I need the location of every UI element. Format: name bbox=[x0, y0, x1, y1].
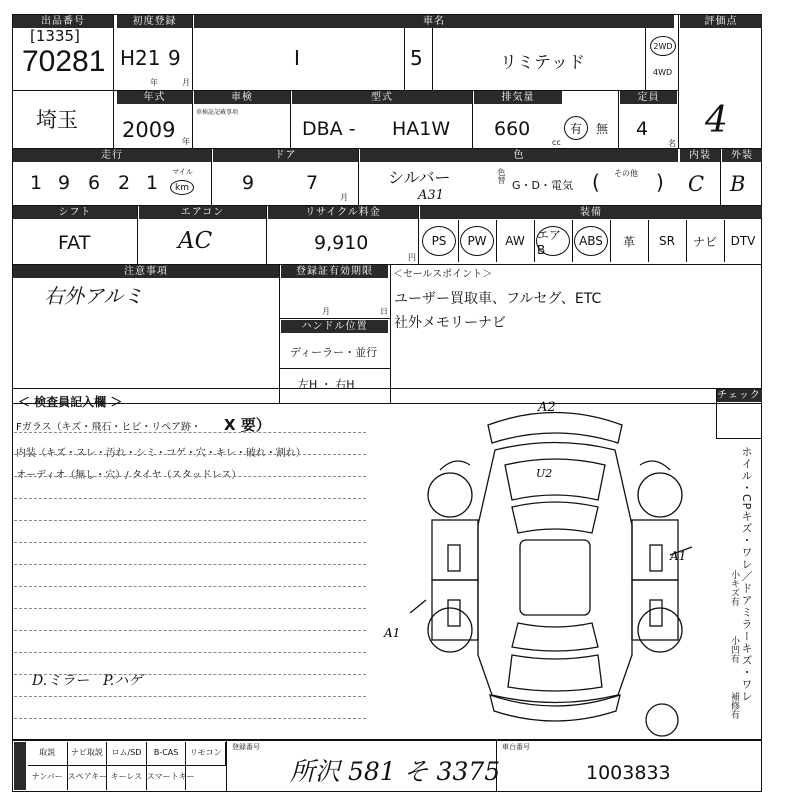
displacement: 660 bbox=[494, 118, 531, 140]
model-year: 2009 bbox=[122, 118, 176, 142]
equipment-2: AW bbox=[505, 234, 525, 248]
ownership-yes: 有 bbox=[564, 116, 588, 140]
first-reg-era: H21 bbox=[120, 46, 161, 70]
diagram-mark-a2: A2 bbox=[538, 400, 556, 415]
interior-header: 内装 bbox=[680, 149, 720, 162]
prefecture: 埼玉 bbox=[36, 108, 78, 132]
shift-header: シフト bbox=[13, 206, 137, 219]
evaluation-score: 4 bbox=[705, 100, 728, 141]
aircon-value: AC bbox=[178, 228, 213, 254]
color-inspection-month-unit: 月 bbox=[340, 193, 348, 202]
equipment-6: SR bbox=[659, 234, 675, 248]
plate-label: 登録番号 bbox=[232, 743, 260, 751]
equipment-5: 革 bbox=[622, 234, 635, 249]
evaluation-header: 評価点 bbox=[680, 15, 762, 28]
door-header: ドア bbox=[213, 149, 358, 162]
displacement-header: 排気量 bbox=[474, 91, 562, 104]
lot-header: 出品番号 bbox=[13, 15, 113, 28]
inspector-line-2: 内装（キズ・スレ・汚れ・シミ・コゲ・穴・キレ・破れ・割れ） bbox=[16, 448, 306, 459]
exterior-grade: B bbox=[730, 172, 746, 196]
equipment-header: 装備 bbox=[420, 206, 762, 219]
handle-header: ハンドル位置 bbox=[281, 320, 388, 333]
first-reg-year-unit: 年 bbox=[150, 78, 158, 87]
displacement-unit: cc bbox=[552, 138, 561, 147]
mileage-digit-1: 1 bbox=[30, 172, 43, 194]
inspector-line-3: オーディオ（無し・穴）/ タイヤ（スタッドレス） bbox=[16, 470, 242, 481]
sales-point-2: 社外メモリーナビ bbox=[394, 315, 506, 331]
color-name: シルバー bbox=[388, 168, 451, 187]
dealer-parallel: ディーラー・並行 bbox=[290, 346, 378, 359]
equipment-3: エアB bbox=[536, 226, 570, 256]
model-prefix: DBA - bbox=[302, 118, 356, 140]
diagram-mark-a1-right: A1 bbox=[670, 549, 687, 563]
model-year-header: 年式 bbox=[117, 91, 192, 104]
inspector-header: ＜ 検査員記入欄 ＞ bbox=[18, 395, 123, 409]
exterior-header: 外装 bbox=[722, 149, 762, 162]
mileage-unit-km: km bbox=[170, 180, 194, 195]
inspector-handwritten: D.ミラー P.ハゲ bbox=[32, 673, 143, 689]
lot-bracket: [1335] bbox=[30, 27, 80, 45]
mileage-unit-mile: マイル bbox=[172, 168, 193, 176]
seating-unit: 名 bbox=[668, 139, 676, 148]
inspector-line-1: Fガラス（キズ・飛石・ヒビ・リペア跡・ bbox=[16, 422, 202, 433]
bottom-item-row1-0: 取説 bbox=[28, 742, 68, 766]
seating-header: 定員 bbox=[620, 91, 677, 104]
sales-header: ＜セールスポイント＞ bbox=[393, 269, 493, 280]
door-count: 5 bbox=[410, 46, 423, 70]
side-note-1: ホイル・CPキズ・ワレ／ドアミラーキズ・ワレ bbox=[740, 446, 753, 703]
reg-valid-day: 日 bbox=[380, 307, 388, 316]
chassis-number: 1003833 bbox=[586, 762, 671, 784]
bottom-left-strip bbox=[14, 742, 26, 790]
handle-position: 左H ・ 右H bbox=[298, 378, 355, 391]
color-header: 色 bbox=[360, 149, 678, 162]
sales-point-1: ユーザー買取車、フルセグ、ETC bbox=[394, 291, 602, 307]
inspection-header: 車検 bbox=[194, 91, 290, 104]
equipment-4: ABS bbox=[574, 226, 608, 256]
model-code: HA1W bbox=[392, 118, 451, 140]
lot-number: 70281 bbox=[22, 45, 106, 78]
shift-value: FAT bbox=[58, 232, 91, 254]
drive-2wd: 2WD bbox=[650, 36, 676, 56]
first-reg-month-unit: 月 bbox=[182, 78, 190, 87]
model-year-unit: 年 bbox=[182, 137, 190, 146]
mileage-digit-5: 1 bbox=[146, 172, 159, 194]
car-diagram bbox=[370, 395, 710, 740]
registration-valid-header: 登録証有効期限 bbox=[281, 265, 388, 278]
color-code: A31 bbox=[418, 188, 444, 203]
color-other-label: その他 bbox=[614, 169, 638, 178]
equipment-7: ナビ bbox=[692, 234, 717, 249]
car-name-header: 車名 bbox=[194, 15, 674, 28]
notes-header: 注意事項 bbox=[13, 265, 279, 278]
mileage-digit-2: 9 bbox=[58, 172, 71, 194]
color-change-label: 色替 bbox=[497, 168, 506, 184]
equipment-1: PW bbox=[460, 226, 494, 256]
bottom-item-row2-0: ナンバー bbox=[28, 766, 68, 790]
seating: 4 bbox=[636, 118, 649, 140]
recycle-header: リサイクル料金 bbox=[268, 206, 418, 219]
equipment-8: DTV bbox=[730, 234, 756, 248]
chassis-label: 車台番号 bbox=[502, 743, 530, 751]
first-reg-header: 初度登録 bbox=[117, 15, 192, 28]
car-name: I bbox=[294, 46, 300, 70]
ownership-no: 無 bbox=[596, 122, 609, 136]
model-header: 型式 bbox=[292, 91, 472, 104]
grade: リミテッド bbox=[500, 53, 585, 73]
bottom-item-row1-2: ロム/SD bbox=[107, 742, 147, 766]
reg-valid-month: 月 bbox=[322, 307, 330, 316]
side-note-3: 小凹有 bbox=[729, 636, 739, 663]
plate-number: 所沢 581 そ 3375 bbox=[290, 757, 501, 786]
aircon-header: エアコン bbox=[139, 206, 266, 219]
inspector-line-1-mark: X 要） bbox=[224, 416, 271, 434]
side-note-2: 小キズ有 bbox=[729, 570, 739, 606]
recycle-unit: 円 bbox=[408, 253, 416, 262]
mileage-digit-3: 6 bbox=[88, 172, 101, 194]
bottom-item-row2-2: キーレス bbox=[107, 766, 147, 790]
mileage-header: 走行 bbox=[13, 149, 211, 162]
bottom-item-row2-1: スペアキー bbox=[68, 766, 108, 790]
bottom-item-row2-3: スマートキー bbox=[147, 766, 187, 790]
inspection-note: 車検証記載事項 bbox=[196, 109, 239, 116]
recycle-value: 9,910 bbox=[314, 232, 369, 254]
notes-handwritten: 右外アルミ bbox=[44, 284, 144, 308]
equipment-0: PS bbox=[422, 226, 456, 256]
color-inspection-day: 7 bbox=[306, 172, 319, 194]
diagram-mark-u2: U2 bbox=[536, 467, 553, 480]
color-inspection-month: 9 bbox=[242, 172, 255, 194]
side-note-4: 補修有 bbox=[729, 692, 739, 719]
bottom-item-row1-1: ナビ取説 bbox=[68, 742, 108, 766]
first-reg-month: 9 bbox=[168, 46, 181, 70]
mileage-digit-4: 2 bbox=[118, 172, 131, 194]
bottom-item-row1-4: リモコン bbox=[186, 742, 226, 766]
color-paren-open: ( bbox=[592, 170, 600, 194]
color-options: G・D・電気 bbox=[512, 179, 573, 192]
interior-grade: C bbox=[688, 172, 705, 196]
bottom-item-row1-3: B-CAS bbox=[147, 742, 187, 766]
diagram-mark-a1-left: A1 bbox=[384, 626, 401, 640]
diagram-header: チェック bbox=[717, 390, 761, 401]
drive-4wd: 4WD bbox=[653, 68, 673, 77]
color-paren-close: ) bbox=[656, 170, 664, 194]
